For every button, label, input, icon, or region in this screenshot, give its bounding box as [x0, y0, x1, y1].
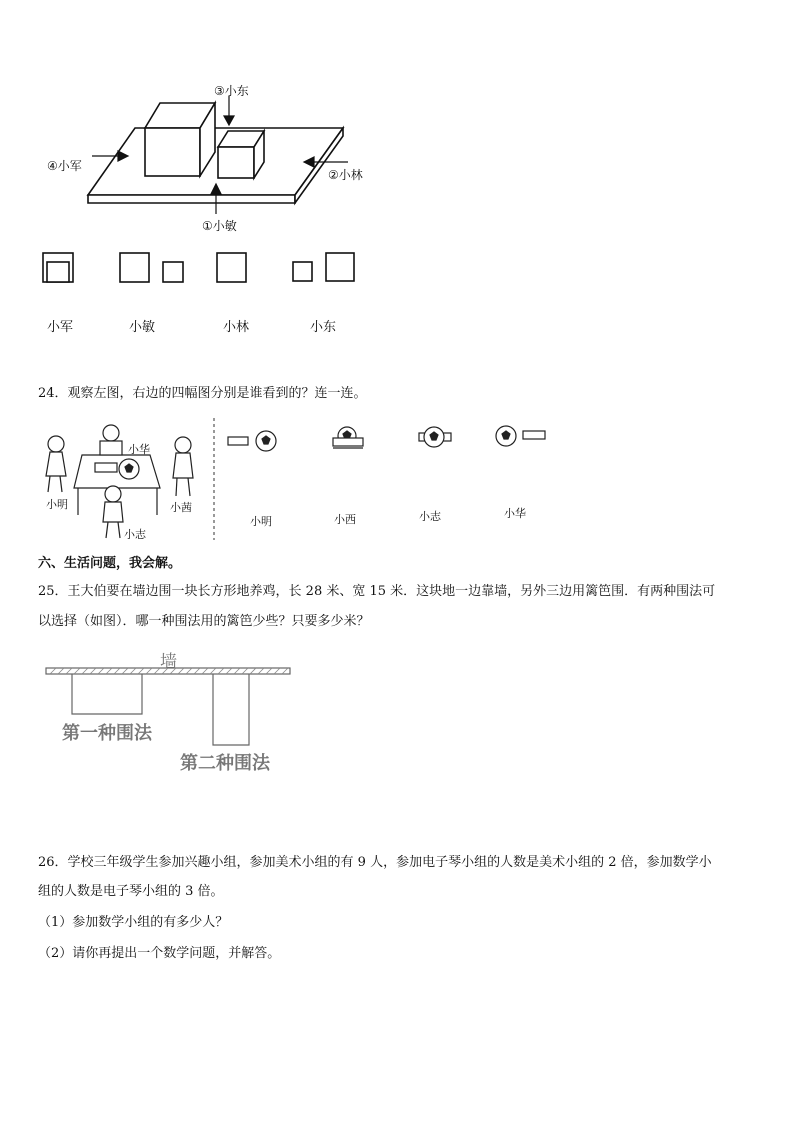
- view-label-3: 小林: [223, 320, 250, 335]
- q24-view-label-4: 小华: [504, 507, 526, 520]
- scene-label-ming: 小明: [46, 498, 68, 511]
- view-label-1: 小军: [47, 320, 74, 335]
- label-xiaomin: ①小敏: [202, 219, 237, 233]
- scene-label-xi: 小茜: [170, 501, 192, 514]
- q26-line2: 组的人数是电子琴小组的 3 倍。: [38, 884, 224, 899]
- q26-sub2: （2）请你再提出一个数学问题，并解答。: [38, 946, 281, 961]
- method2-label: 第二种围法: [180, 753, 270, 774]
- q24-view-label-2: 小西: [334, 513, 356, 526]
- label-xiaojun: ④小军: [47, 159, 82, 173]
- scene-label-hua: 小华: [128, 443, 150, 456]
- label-xiaodong: ③小东: [214, 84, 249, 98]
- section6-heading: 六、生活问题，我会解。: [38, 556, 182, 571]
- q24-view-label-1: 小明: [250, 515, 272, 528]
- wall-label: 墙: [160, 652, 177, 672]
- q25-line2: 以选择（如图）．哪一种围法用的篱笆少些？只要多少米？: [38, 614, 370, 629]
- method1-label: 第一种围法: [62, 723, 152, 744]
- q25-line1: 25．王大伯要在墙边围一块长方形地养鸡，长 28 米、宽 15 米．这块地一边靠墙，另外三边用篱笆围．有两种围法可: [38, 584, 716, 599]
- view-label-2: 小敏: [129, 320, 156, 335]
- view-label-4: 小东: [310, 320, 337, 335]
- q26-sub1: （1）参加数学小组的有多少人？: [38, 915, 229, 930]
- q24-text: 24．观察左图，右边的四幅图分别是谁看到的？连一连。: [38, 386, 367, 401]
- q26-line1: 26．学校三年级学生参加兴趣小组，参加美术小组的有 9 人，参加电子琴小组的人数是美术小组的 2 倍，参加数学小: [38, 855, 712, 870]
- scene-label-zhi: 小志: [124, 528, 146, 541]
- q24-view-label-3: 小志: [419, 510, 441, 523]
- label-xiaolin: ②小林: [328, 168, 363, 182]
